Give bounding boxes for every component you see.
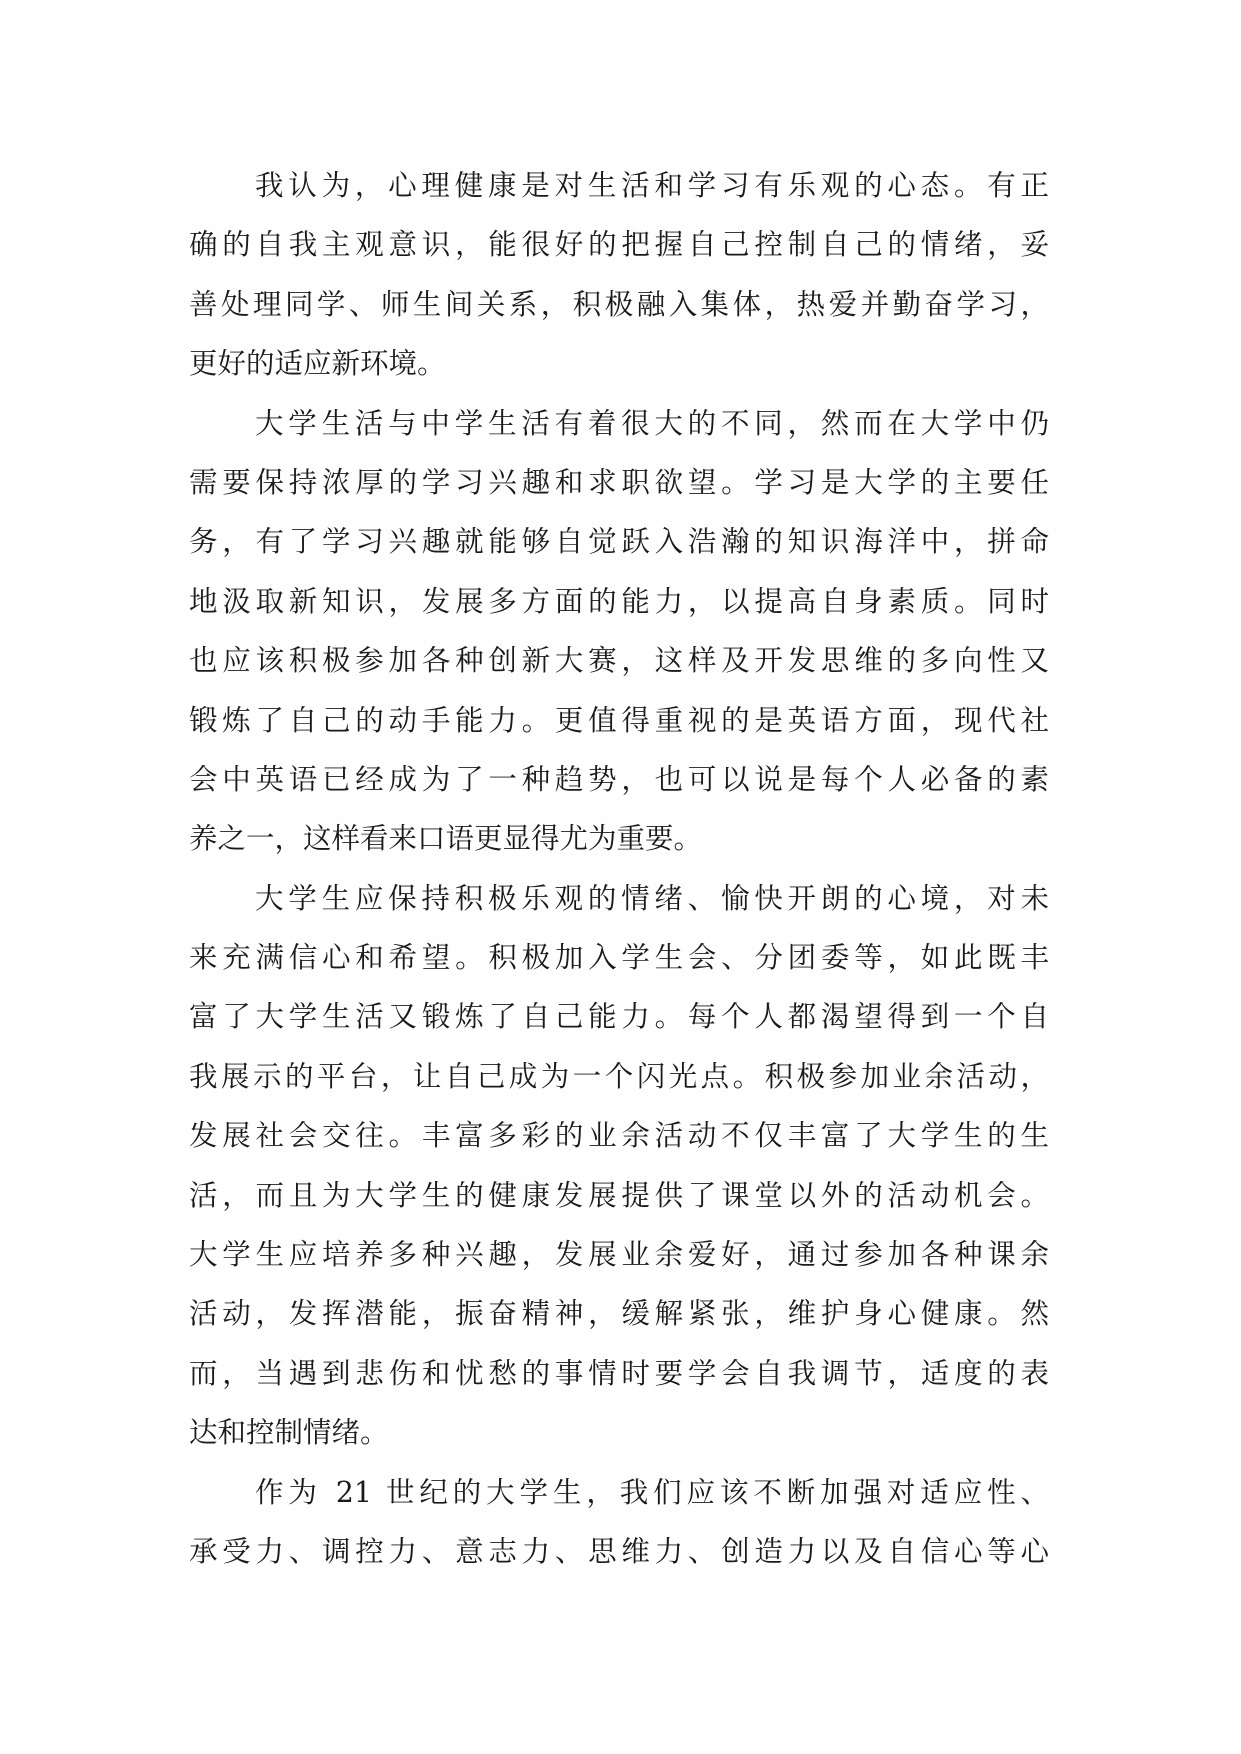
text-line: 承受力、调控力、意志力、思维力、创造力以及自信心等心 [189, 1534, 1049, 1568]
document-body [189, 156, 1049, 1581]
text-line: 发展社会交往。丰富多彩的业余活动不仅丰富了大学生的生 [189, 1119, 1049, 1153]
text-line: 养之一，这样看来口语更显得尤为重要。 [189, 822, 703, 856]
text-line: 而，当遇到悲伤和忧愁的事情时要学会自我调节，适度的表 [189, 1356, 1049, 1390]
text-line: 会中英语已经成为了一种趋势，也可以说是每个人必备的素 [189, 762, 1049, 796]
text-line: 活动，发挥潜能，振奋精神，缓解紧张，维护身心健康。然 [189, 1297, 1049, 1331]
text-line: 善处理同学、师生间关系，积极融入集体，热爱并勤奋学习， [189, 287, 1049, 321]
text-line: 大学生应培养多种兴趣，发展业余爱好，通过参加各种课余 [189, 1238, 1049, 1272]
paragraph-1 [189, 156, 1049, 394]
text-line: 确的自我主观意识，能很好的把握自己控制自己的情绪，妥 [189, 228, 1049, 262]
text-line: 我认为，心理健康是对生活和学习有乐观的心态。有正 [255, 169, 1049, 202]
text-line: 地汲取新知识，发展多方面的能力，以提高自身素质。同时 [189, 584, 1049, 618]
paragraph-2 [189, 394, 1049, 869]
text-line: 来充满信心和希望。积极加入学生会、分团委等，如此既丰 [189, 941, 1049, 975]
text-line: 活，而且为大学生的健康发展提供了课堂以外的活动机会。 [189, 1178, 1049, 1212]
text-line: 务，有了学习兴趣就能够自觉跃入浩瀚的知识海洋中，拼命 [189, 525, 1049, 559]
text-line: 富了大学生活又锻炼了自己能力。每个人都渴望得到一个自 [189, 1000, 1049, 1034]
text-line: 达和控制情绪。 [189, 1416, 389, 1450]
text-line: 作为 21 世纪的大学生，我们应该不断加强对适应性、 [255, 1475, 1049, 1509]
paragraph-3 [189, 869, 1049, 1463]
text-line: 我展示的平台，让自己成为一个闪光点。积极参加业余活动， [189, 1059, 1049, 1093]
text-line: 更好的适应新环境。 [189, 347, 446, 381]
text-line: 也应该积极参加各种创新大赛，这样及开发思维的多向性又 [189, 644, 1049, 678]
text-line: 需要保持浓厚的学习兴趣和求职欲望。学习是大学的主要任 [189, 465, 1049, 499]
text-line: 大学生活与中学生活有着很大的不同，然而在大学中仍 [255, 406, 1049, 440]
paragraph-4 [189, 1463, 1049, 1582]
text-line: 大学生应保持积极乐观的情绪、愉快开朗的心境，对未 [255, 881, 1049, 915]
text-line: 锻炼了自己的动手能力。更值得重视的是英语方面，现代社 [189, 703, 1049, 737]
